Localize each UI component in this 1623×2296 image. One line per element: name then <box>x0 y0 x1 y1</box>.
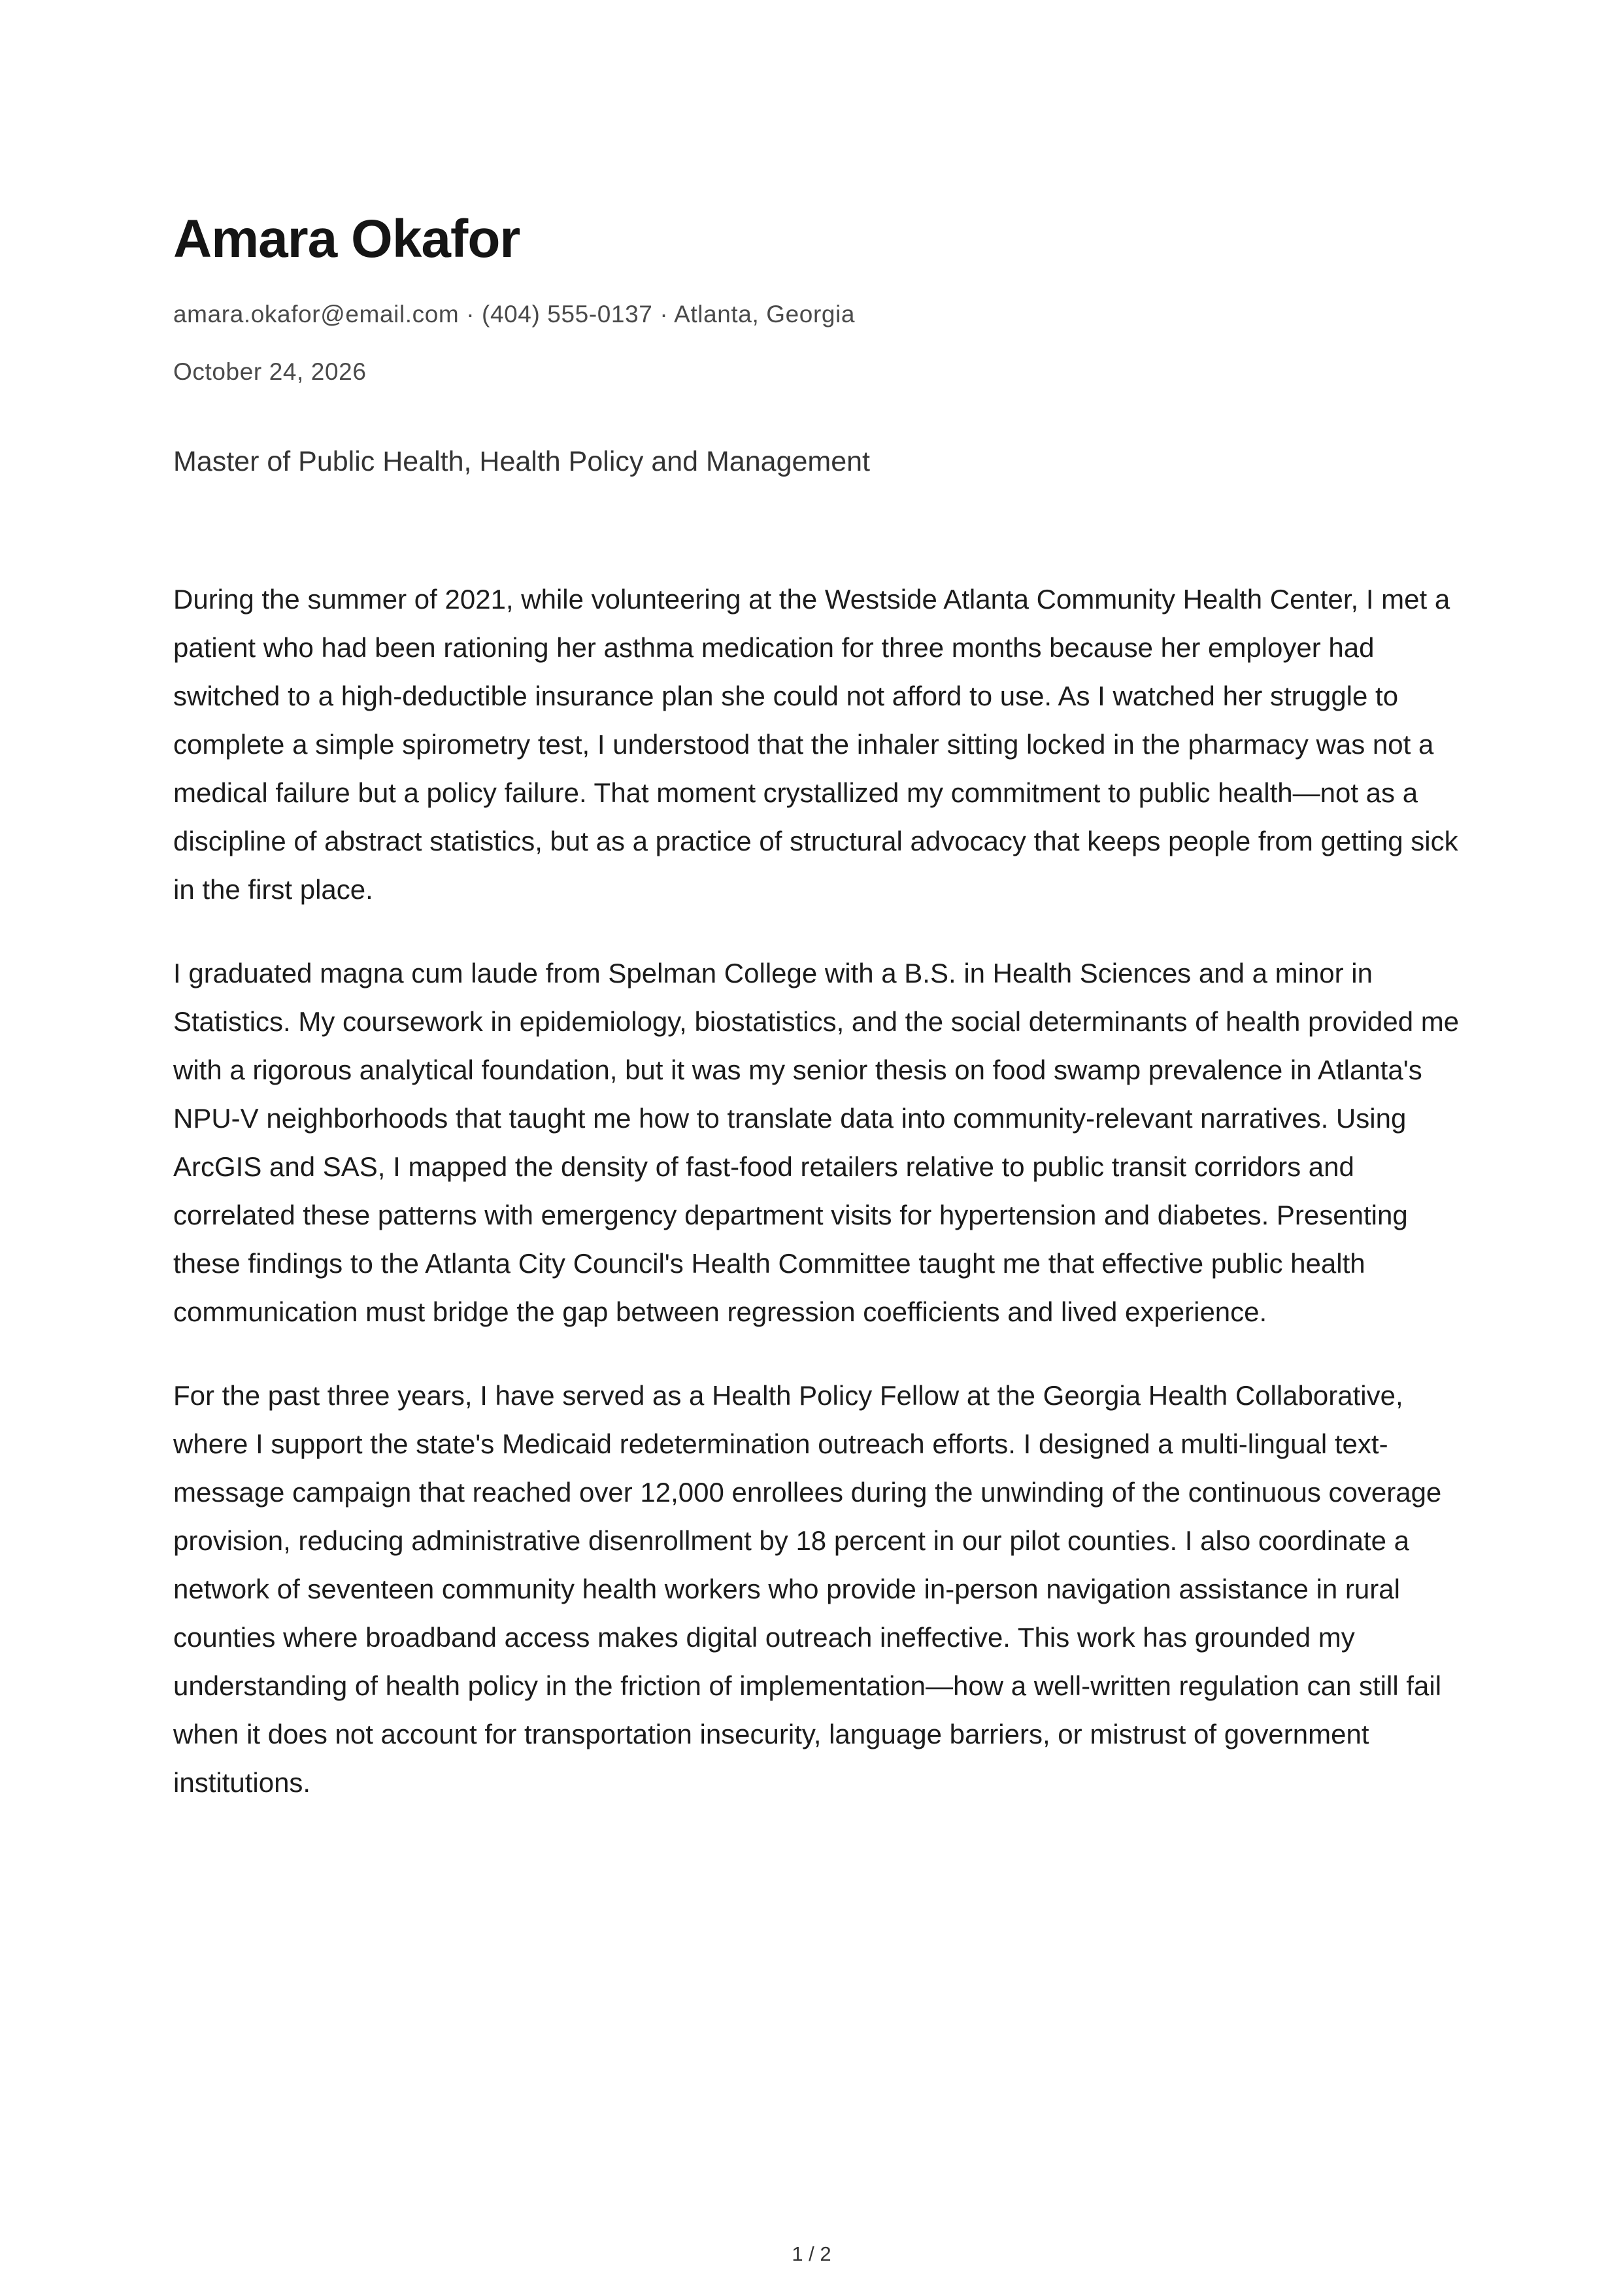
body-paragraph-1: During the summer of 2021, while volunteering at the Westside Atlanta Community Health Center, I met a patient who had been rationing her asthma medication for three months because her employer had switched to a high-deductible insurance plan she could not afford to use. As I watched her struggle to complete a simple spirometry test, I understood that the inhaler sitting locked in the pharmacy was not a medical failure but a policy failure. That moment crystallized my commitment to public health—not as a discipline of abstract statistics, but as a practice of structural advocacy that keeps people from getting sick in the first place. <box>173 584 1458 905</box>
letter-body <box>173 575 1467 1807</box>
contact-line: amara.okafor@email.com · (404) 555-0137 · Atlanta, Georgia <box>173 301 856 328</box>
applicant-name: Amara Okafor <box>173 209 520 269</box>
letter-date: October 24, 2026 <box>173 358 367 385</box>
letter-content <box>173 208 1467 1842</box>
program-title: Master of Public Health, Health Policy and Management <box>173 446 870 477</box>
body-paragraph-2: I graduated magna cum laude from Spelman College with a B.S. in Health Sciences and a minor in Statistics. My coursework in epidemiology, biostatistics, and the social determinants of health provided me with a rigorous analytical foundation, but it was my senior thesis on food swamp prevalence in Atlanta's NPU-V neighborhoods that taught me how to translate data into community-relevant narratives. Using ArcGIS and SAS, I mapped the density of fast-food retailers relative to public transit corridors and correlated these patterns with emergency department visits for hypertension and diabetes. Presenting these findings to the Atlanta City Council's Health Committee taught me that effective public health communication must bridge the gap between regression coefficients and lived experience. <box>173 958 1460 1327</box>
page-number: 1 / 2 <box>792 2242 831 2265</box>
body-paragraph-3: For the past three years, I have served as a Health Policy Fellow at the Georgia Health Collaborative, where I support the state's Medicaid redetermination outreach efforts. I designed a multi-lingual text-message campaign that reached over 12,000 enrollees during the unwinding of the continuous coverage provision, reducing administrative disenrollment by 18 percent in our pilot counties. I also coordinate a network of seventeen community health workers who provide in-person navigation assistance in rural counties where broadband access makes digital outreach ineffective. This work has grounded my understanding of health policy in the friction of implementation—how a well-written regulation can still fail when it does not account for transportation insecurity, language barriers, or mistrust of government institutions. <box>173 1380 1442 1798</box>
